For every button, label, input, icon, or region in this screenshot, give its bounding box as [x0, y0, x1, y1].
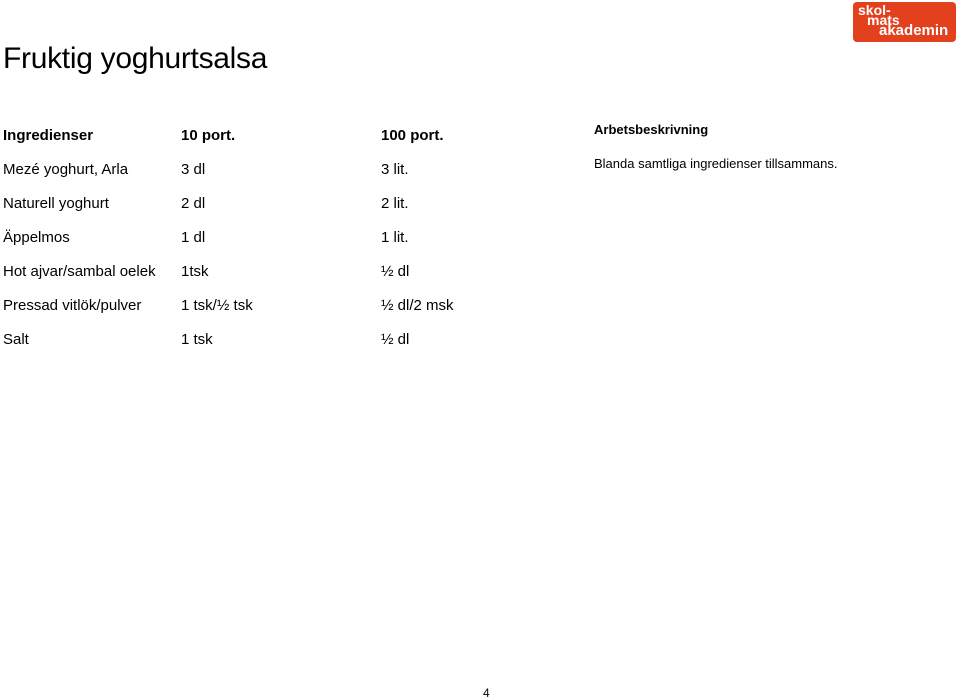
page-title: Fruktig yoghurtsalsa [3, 42, 268, 75]
header-100-portions: 100 port. [381, 126, 444, 144]
amount-100-portions: 3 lit. [381, 160, 409, 178]
ingredient-name: Salt [3, 330, 29, 348]
table-row [3, 288, 501, 322]
header-10-portions: 10 port. [181, 126, 236, 144]
method-heading: Arbetsbeskrivning [594, 122, 709, 137]
ingredient-name: Äppelmos [3, 228, 70, 246]
table-header-row [3, 118, 501, 152]
table-row [3, 152, 501, 186]
table-row [3, 220, 501, 254]
header-ingredients: Ingredienser [3, 126, 94, 144]
skolmatsakademin-logo [853, 2, 956, 42]
ingredient-name: Pressad vitlök/pulver [3, 296, 142, 314]
amount-100-portions: ½ dl/2 msk [381, 296, 454, 314]
table-row [3, 254, 501, 288]
amount-10-portions: 1tsk [181, 262, 209, 280]
amount-100-portions: 1 lit. [381, 228, 409, 246]
amount-10-portions: 3 dl [181, 160, 206, 178]
ingredient-name: Hot ajvar/sambal oelek [3, 262, 156, 280]
amount-100-portions: ½ dl [381, 262, 410, 280]
method-text: Blanda samtliga ingredienser tillsammans. [594, 156, 838, 171]
logo-text-line1: skol- [858, 2, 891, 18]
amount-10-portions: 2 dl [181, 194, 206, 212]
amount-10-portions: 1 tsk/½ tsk [181, 296, 253, 314]
table-row [3, 186, 501, 220]
logo-text-line2: mats [867, 12, 900, 28]
amount-10-portions: 1 tsk [181, 330, 213, 348]
amount-100-portions: ½ dl [381, 330, 410, 348]
page-number: 4 [483, 686, 490, 700]
logo-text-line3: akademin [879, 22, 949, 39]
ingredients-table [3, 118, 501, 356]
amount-10-portions: 1 dl [181, 228, 206, 246]
table-row [3, 322, 501, 356]
ingredient-name: Naturell yoghurt [3, 194, 109, 212]
amount-100-portions: 2 lit. [381, 194, 409, 212]
ingredient-name: Mezé yoghurt, Arla [3, 160, 129, 178]
